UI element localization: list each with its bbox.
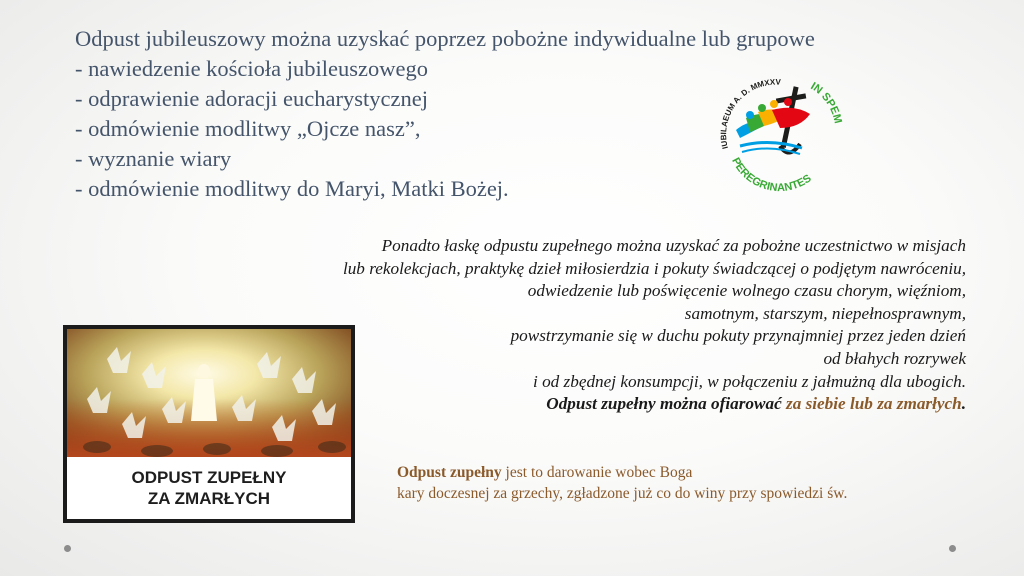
definition-line <box>397 462 997 483</box>
paragraph-line: samotnym, starszym, niepełnosprawnym, <box>684 303 966 323</box>
final-bold-text: Odpust zupełny można ofiarować <box>546 394 786 414</box>
decorative-dot <box>64 545 71 552</box>
indulgence-picture-card <box>63 325 355 523</box>
list-heading: Odpust jubileuszowy można uzyskać poprzez pobożne indywidualne lub grupowe <box>75 26 815 51</box>
logo-bottom-text: PEREGRINANTES <box>729 155 814 195</box>
decorative-dot <box>949 545 956 552</box>
definition-line: kary doczesnej za grzechy, zgładzone już co do winy przy spowiedzi św. <box>397 485 848 502</box>
caption-line: ODPUST ZUPEŁNY <box>131 468 287 487</box>
logo-top-text: IUBILAEUM A. D. MMXXV <box>719 77 781 150</box>
list-item: - odmówienie modlitwy „Ojcze nasz”, <box>75 116 421 141</box>
paragraph-line: i od zbędnej konsumpcji, w połączeniu z jałmużną dla ubogich. <box>533 371 966 391</box>
picture-caption <box>67 457 351 519</box>
caption-line: ZA ZMARŁYCH <box>147 489 271 508</box>
indulgence-definition <box>397 462 997 504</box>
paragraph-line: Ponadto łaskę odpustu zupełnego można uzyskać za pobożne uczestnictwo w misjach <box>381 236 966 255</box>
paragraph-line: odwiedzenie lub poświęcenie wolnego czasu chorym, więźniom, <box>527 281 966 301</box>
definition-term: Odpust zupełny <box>397 464 502 481</box>
final-period: . <box>961 394 966 414</box>
final-highlight-text: za siebie lub za zmarłych <box>786 394 962 414</box>
paragraph-line: powstrzymanie się w duchu pokuty przynajmniej przez jeden dzień <box>510 326 966 346</box>
pilgrims-icon <box>736 98 810 154</box>
definition-text: jest to darowanie wobec Boga <box>501 464 693 481</box>
paragraph-line: lub rekolekcjach, praktykę dzieł miłosierdzia i pokuty świadczącej o podjętym nawróceniu, <box>342 258 966 278</box>
list-item: - odmówienie modlitwy do Maryi, Matki Bożej. <box>75 176 509 201</box>
jubilee-logo <box>710 68 846 200</box>
painting-image <box>67 329 351 457</box>
paragraph-line: od błahych rozrywek <box>823 348 966 368</box>
logo-side-text: IN SPEM <box>808 80 844 125</box>
list-item: - nawiedzenie kościoła jubileuszowego <box>75 56 429 81</box>
list-item: - odprawienie adoracji eucharystycznej <box>75 86 428 111</box>
list-item: - wyznanie wiary <box>75 146 232 171</box>
